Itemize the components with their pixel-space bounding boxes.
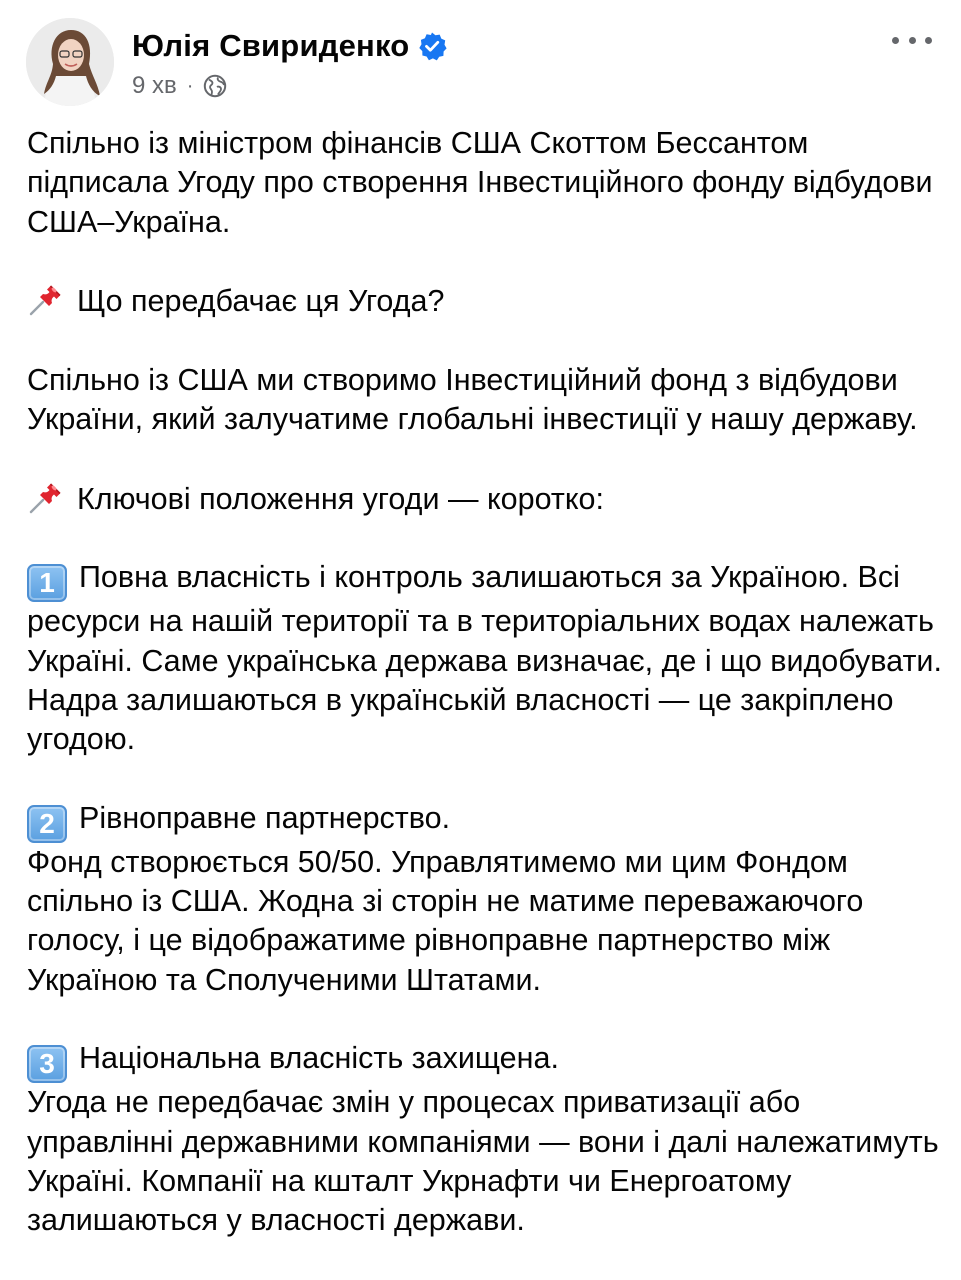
avatar[interactable] — [26, 18, 114, 106]
post-header — [26, 18, 936, 108]
point-2-title: Рівноправне партнерство. — [79, 800, 451, 835]
post-paragraph-question — [27, 281, 942, 321]
more-dot — [909, 37, 916, 44]
more-dot — [892, 37, 899, 44]
question-text: Що передбачає ця Угода? — [77, 284, 445, 319]
point-3-title: Національна власність захищена. — [79, 1041, 559, 1076]
keycap-one-icon: 1 — [27, 564, 67, 602]
post-point-3-title — [27, 1039, 942, 1083]
point-1-text: Повна власність і контроль залишаються за Україною. Всі ресурси на нашій території та в територіальних водах належать Україні. Саме українська держава визначає, де і що видобувати. Надра залишаються в українській власності — це закріплено угодою. — [27, 560, 942, 757]
post-paragraph-answer: Спільно із США ми створимо Інвестиційний фонд з відбудови України, який залучатиме глобальні інвестиції у нашу державу. — [27, 362, 918, 437]
meta-separator: · — [186, 74, 194, 97]
post-point-1 — [27, 558, 942, 759]
post-point-2-title — [27, 799, 942, 843]
post-timestamp[interactable]: 9 хв — [132, 72, 177, 99]
more-dot — [925, 37, 932, 44]
post-meta — [132, 72, 227, 100]
post-paragraph-key-points — [27, 479, 942, 519]
verified-badge-icon — [417, 31, 447, 61]
globe-icon[interactable] — [203, 74, 227, 98]
keycap-three-icon: 3 — [27, 1045, 67, 1083]
author-name[interactable]: Юлія Свириденко — [132, 28, 410, 63]
post-paragraph-intro: Спільно із міністром фінансів США Скоттом Бессантом підписала Угоду про створення Інвестиційного фонду відбудови США–Україна. — [27, 126, 933, 239]
keycap-two-icon: 2 — [27, 805, 67, 843]
post-point-2-text: Фонд створюється 50/50. Управлятимемо ми цим Фондом спільно із США. Жодна зі сторін не матиме переважаючого голосу, і це відображатиме рівноправне партнерство між Україною та Сполученими Штатами. — [27, 844, 864, 997]
post-point-3-text: Угода не передбачає змін у процесах приватизації або управлінні державними компаніями — вони і далі належатимуть Україні. Компанії на кшталт Укрнафти чи Енергоатому залишаються у власності держави. — [27, 1085, 939, 1238]
pushpin-icon — [27, 281, 65, 317]
author-line — [132, 28, 447, 64]
more-options-icon[interactable] — [892, 26, 932, 54]
pushpin-icon — [27, 479, 65, 515]
avatar-image — [26, 18, 114, 106]
key-points-text: Ключові положення угоди — коротко: — [77, 481, 604, 516]
post-body — [27, 124, 942, 1240]
